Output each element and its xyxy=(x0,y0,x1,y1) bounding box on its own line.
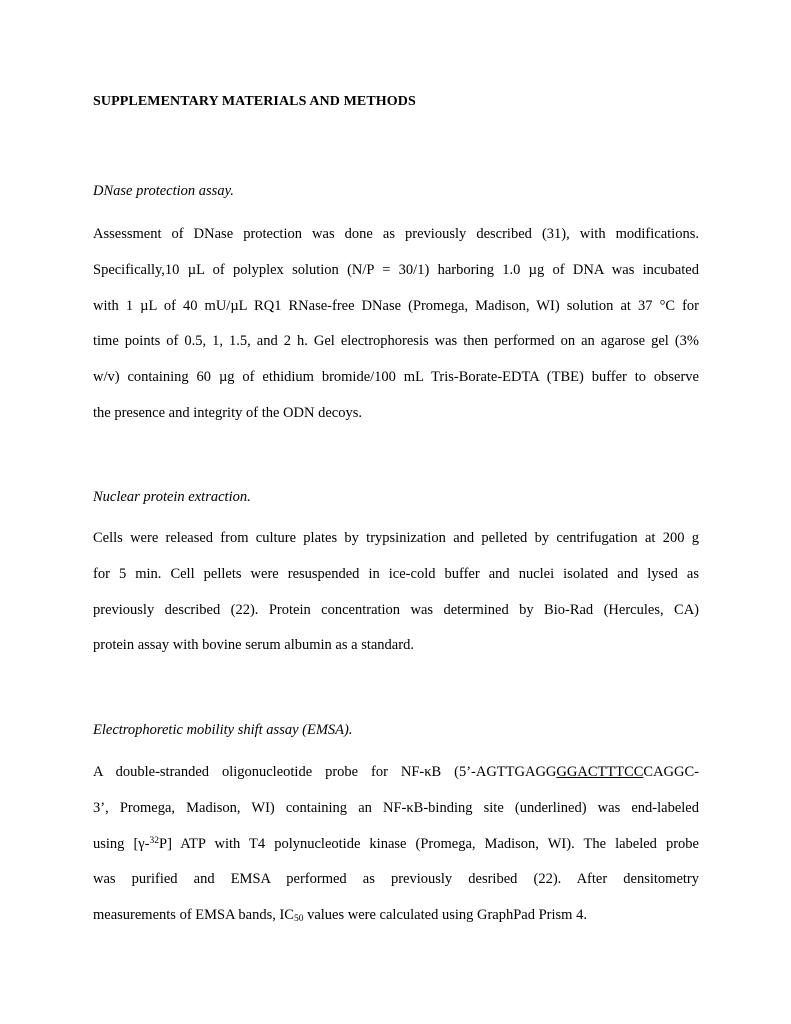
paragraph-line: w/v) containing 60 µg of ethidium bromide/100 mL Tris-Borate-EDTA (TBE) buffer to observe xyxy=(93,369,699,386)
paragraph-line: time points of 0.5, 1, 1.5, and 2 h. Gel electrophoresis was then performed on an agarose gel (3% xyxy=(93,333,699,350)
section-heading-dnase-protection: DNase protection assay. xyxy=(93,183,234,199)
probe-text-after: CAGGC- xyxy=(643,764,699,780)
paragraph-line-label xyxy=(93,827,699,863)
paragraph-line: for 5 min. Cell pellets were resuspended in ice-cold buffer and nuclei isolated and lysed as xyxy=(93,565,699,582)
paragraph-line: with 1 µL of 40 mU/µL RQ1 RNase-free DNase (Promega, Madison, WI) solution at 37 °C for xyxy=(93,297,699,314)
ic-text-before: measurements of EMSA bands, IC xyxy=(93,907,294,924)
section-heading-nuclear-protein: Nuclear protein extraction. xyxy=(93,489,251,505)
paragraph-line: previously described (22). Protein concentration was determined by Bio-Rad (Hercules, CA) xyxy=(93,601,699,618)
isotope-superscript: 32 xyxy=(149,835,160,846)
section-heading-emsa: Electrophoretic mobility shift assay (EMSA). xyxy=(93,722,353,738)
paragraph-dnase-protection xyxy=(93,217,699,432)
probe-text-before: A double-stranded oligonucleotide probe for NF-κB (5’-AGTTGAGG xyxy=(93,764,557,780)
nfkb-binding-site-underlined: GGACTTTCC xyxy=(556,764,644,780)
paragraph-nuclear-protein xyxy=(93,521,699,664)
paragraph-line: Specifically,10 µL of polyplex solution (N/P = 30/1) harboring 1.0 µg of DNA was incubated xyxy=(93,261,699,278)
paragraph-line-ic50 xyxy=(93,898,699,934)
paragraph-line: 3’, Promega, Madison, WI) containing an NF-κB-binding site (underlined) was end-labeled xyxy=(93,799,699,816)
document-title: SUPPLEMENTARY MATERIALS AND METHODS xyxy=(93,94,416,109)
paragraph-line: Assessment of DNase protection was done as previously described (31), with modifications. xyxy=(93,226,699,242)
paragraph-line: the presence and integrity of the ODN decoys. xyxy=(93,404,362,421)
paragraph-line-probe xyxy=(93,755,699,791)
label-text-before: using [γ- xyxy=(93,835,150,852)
ic50-subscript: 50 xyxy=(293,914,304,925)
paragraph-emsa xyxy=(93,755,699,934)
paragraph-line: was purified and EMSA performed as previously desribed (22). After densitometry xyxy=(93,871,699,888)
paragraph-line: Cells were released from culture plates by trypsinization and pelleted by centrifugation at 200 g xyxy=(93,530,699,546)
ic-text-after: values were calculated using GraphPad Prism 4. xyxy=(303,907,587,924)
paragraph-line: protein assay with bovine serum albumin as a standard. xyxy=(93,637,414,654)
label-text-after: P] ATP with T4 polynucleotide kinase (Promega, Madison, WI). The labeled probe xyxy=(159,835,699,852)
